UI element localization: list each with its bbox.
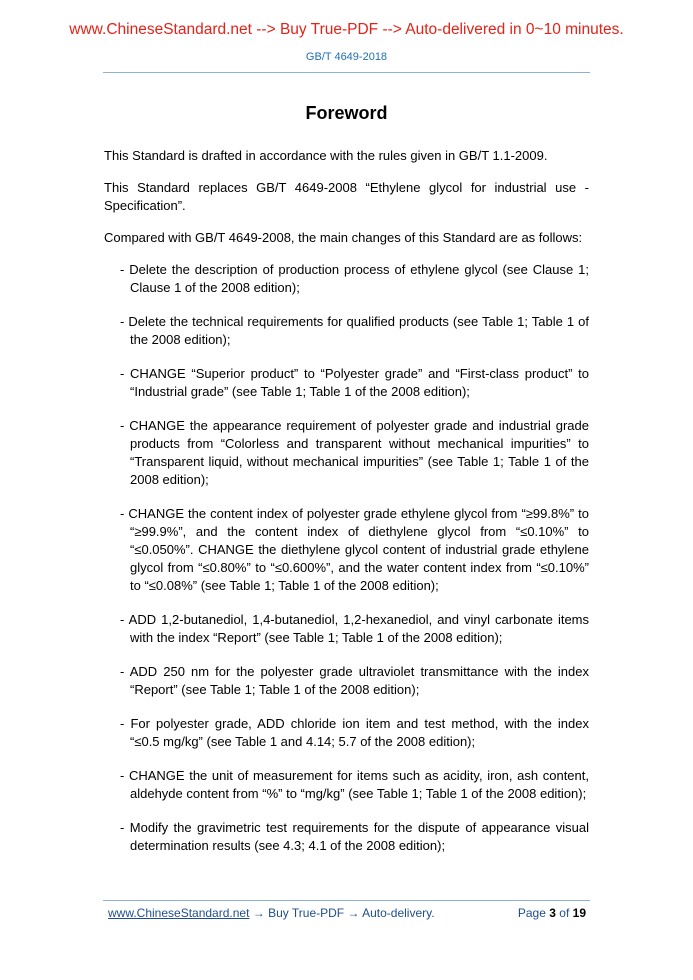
list-item: - CHANGE the content index of polyester grade ethylene glycol from “≥99.8%” to “≥99.9%”, and the content index of diethylene glycol from “≤0.10%” to “≤0.050%”. CHANGE the diethylene glycol content of industrial grade ethylene glycol from “≤0.80%” to “≤0.600%”, and the water content index from “≤0.10%” to “≤0.08%” (see Table 1; Table 1 of the 2008 edition); xyxy=(120,506,589,593)
of-label: of xyxy=(559,906,570,920)
paragraph-drafting-rules: This Standard is drafted in accordance with the rules given in GB/T 1.1-2009. xyxy=(104,148,548,163)
page-indicator xyxy=(518,906,586,920)
header-divider xyxy=(103,72,590,73)
footer-left xyxy=(108,906,435,920)
list-item: - Modify the gravimetric test requirements for the dispute of appearance visual determination results (see 4.3; 4.1 of the 2008 edition); xyxy=(120,820,589,853)
top-banner: www.ChineseStandard.net --> Buy True-PDF --> Auto-delivered in 0~10 minutes. xyxy=(69,21,624,38)
foreword-body xyxy=(104,147,589,871)
page-title: Foreword xyxy=(305,103,388,123)
list-item: - Delete the description of production process of ethylene glycol (see Clause 1; Clause 1 of the 2008 edition); xyxy=(120,262,589,295)
changes-list xyxy=(104,261,589,855)
list-item: - ADD 250 nm for the polyester grade ultraviolet transmittance with the index “Report” (see Table 1; Table 1 of the 2008 edition); xyxy=(120,664,589,697)
total-pages: 19 xyxy=(572,906,586,920)
paragraph-replaces: This Standard replaces GB/T 4649-2008 “Ethylene glycol for industrial use - Specification”. xyxy=(104,180,589,213)
site-link[interactable]: www.ChineseStandard.net xyxy=(108,906,250,920)
list-item: - CHANGE “Superior product” to “Polyester grade” and “First-class product” to “Industrial grade” (see Table 1; Table 1 of the 2008 edition); xyxy=(120,366,589,399)
current-page: 3 xyxy=(549,906,556,920)
footer-tagline: → Buy True-PDF → Auto-delivery. xyxy=(249,906,435,920)
list-item: - For polyester grade, ADD chloride ion item and test method, with the index “≤0.5 mg/kg” (see Table 1 and 4.14; 5.7 of the 2008 edition); xyxy=(120,716,589,749)
list-item: - ADD 1,2-butanediol, 1,4-butanediol, 1,2-hexanediol, and vinyl carbonate items with the index “Report” (see Table 1; Table 1 of the 2008 edition); xyxy=(120,612,589,645)
paragraph-changes-intro: Compared with GB/T 4649-2008, the main changes of this Standard are as follows: xyxy=(104,230,583,245)
document-code-header: GB/T 4649-2018 xyxy=(305,51,388,63)
footer-divider xyxy=(103,900,590,901)
page-label: Page xyxy=(517,906,546,920)
list-item: - Delete the technical requirements for qualified products (see Table 1; Table 1 of the 2008 edition); xyxy=(120,314,589,347)
list-item: - CHANGE the unit of measurement for items such as acidity, iron, ash content, aldehyde content from “%” to “mg/kg” (see Table 1; Table 1 of the 2008 edition); xyxy=(120,768,589,801)
list-item: - CHANGE the appearance requirement of polyester grade and industrial grade products from “Colorless and transparent without mechanical impurities” to “Transparent liquid, without mechanical impurities” (see Table 1; Table 1 of the 2008 edition); xyxy=(120,418,589,487)
